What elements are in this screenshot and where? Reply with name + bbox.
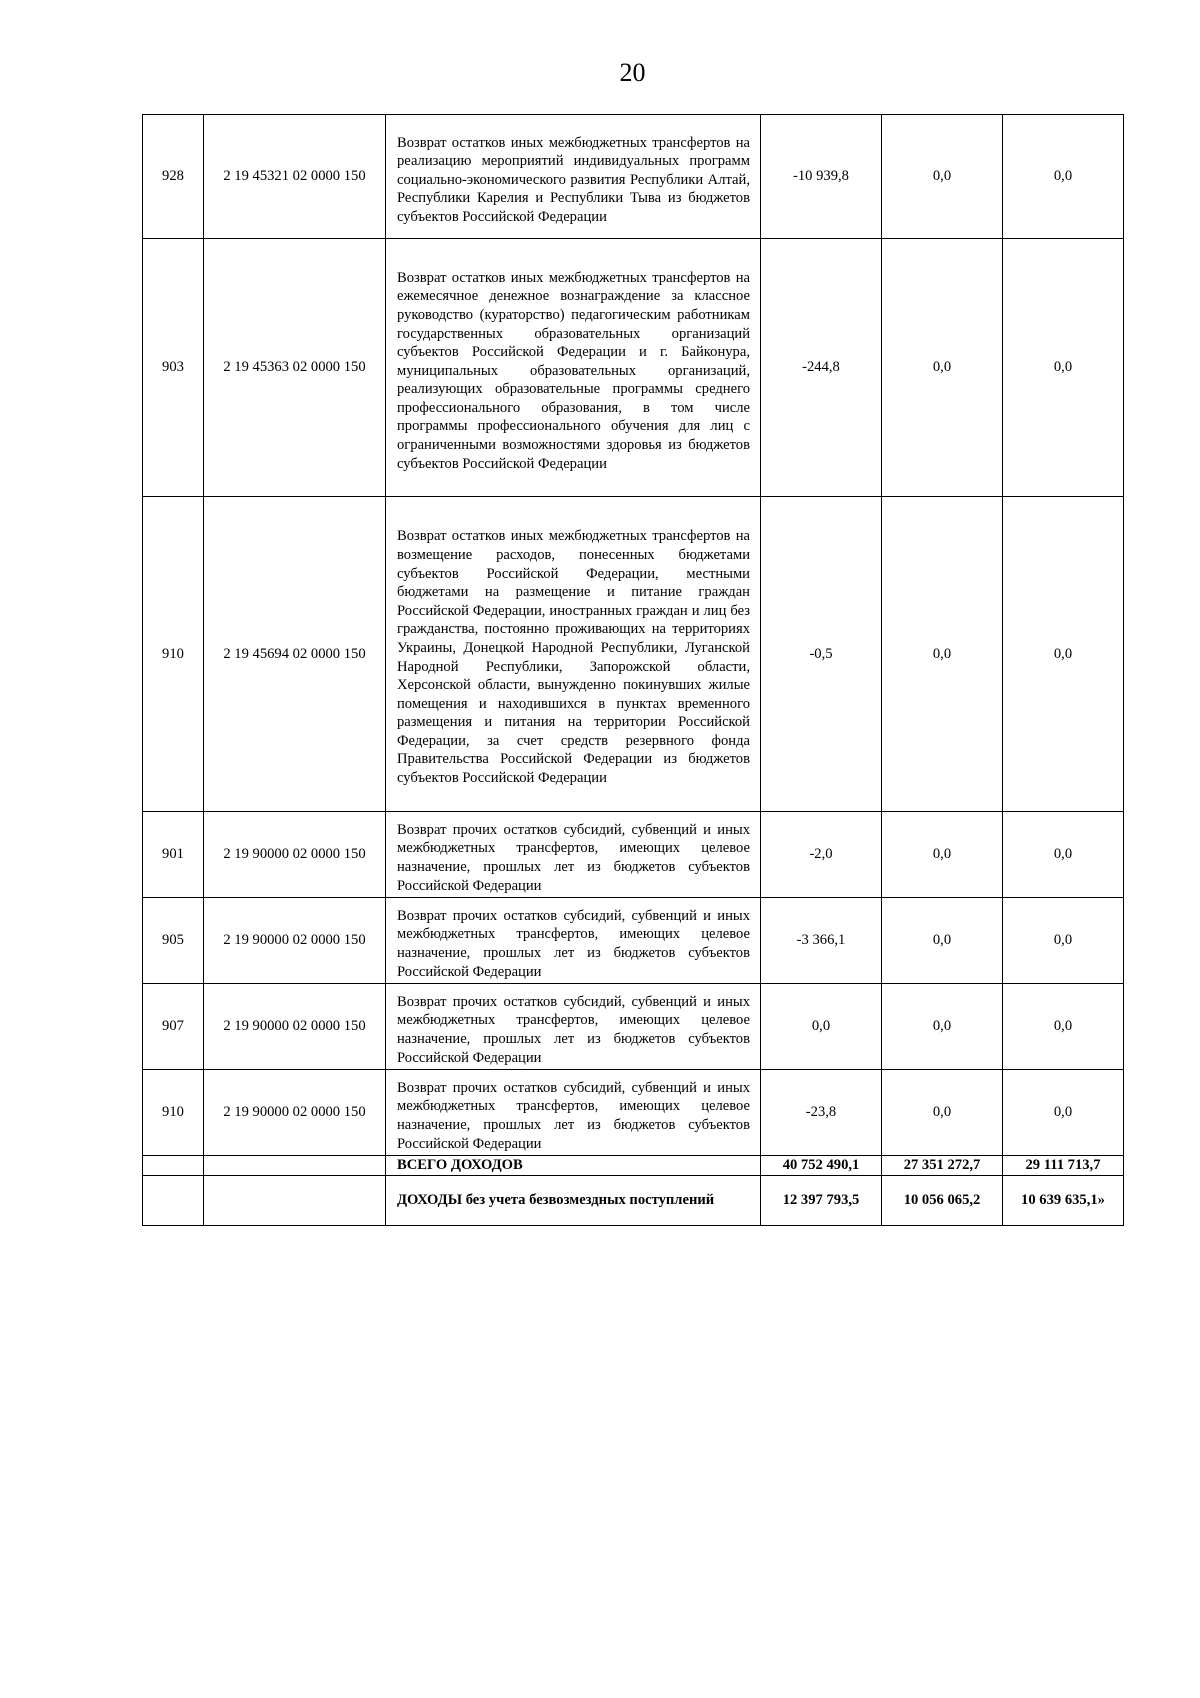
table-row xyxy=(143,115,1124,239)
non-gratuitous-total-label: ДОХОДЫ без учета безвозмездных поступлений xyxy=(386,1176,761,1226)
total-year2-cell: 27 351 272,7 xyxy=(882,1156,1003,1176)
amount-year2-cell: 0,0 xyxy=(882,984,1003,1070)
description-cell: Возврат прочих остатков субсидий, субвенций и иных межбюджетных трансфертов, имеющих целевое назначение, прошлых лет из бюджетов субъектов Российской Федерации xyxy=(386,1070,761,1156)
amount-year3-cell: 0,0 xyxy=(1003,898,1124,984)
admin-code-cell: 903 xyxy=(143,239,204,497)
amount-year1-cell: -0,5 xyxy=(761,497,882,812)
table-row xyxy=(143,812,1124,898)
table-row xyxy=(143,898,1124,984)
amount-year2-cell: 0,0 xyxy=(882,239,1003,497)
amount-year1-cell: -10 939,8 xyxy=(761,115,882,239)
admin-code-cell: 907 xyxy=(143,984,204,1070)
budget-code-cell: 2 19 90000 02 0000 150 xyxy=(204,1070,386,1156)
budget-code-cell: 2 19 90000 02 0000 150 xyxy=(204,898,386,984)
amount-year3-cell: 0,0 xyxy=(1003,115,1124,239)
admin-code-cell: 905 xyxy=(143,898,204,984)
amount-year1-cell: 0,0 xyxy=(761,984,882,1070)
empty-cell xyxy=(204,1176,386,1226)
revenue-table xyxy=(142,114,1124,1226)
budget-code-cell: 2 19 45694 02 0000 150 xyxy=(204,497,386,812)
non-gratuitous-year2-cell: 10 056 065,2 xyxy=(882,1176,1003,1226)
amount-year2-cell: 0,0 xyxy=(882,898,1003,984)
amount-year1-cell: -244,8 xyxy=(761,239,882,497)
total-year3-cell: 29 111 713,7 xyxy=(1003,1156,1124,1176)
description-cell: Возврат остатков иных межбюджетных трансфертов на ежемесячное денежное вознаграждение за классное руководство (кураторство) педагогическим работникам государственных образовательных организаций субъектов Российской Федерации и г. Байконура, муниципальных образовательных организаций, реализующих образовательные программы среднего профессионального образования, в том числе программы профессионального обучения для лиц с ограниченными возможностями здоровья из бюджетов субъектов Российской Федерации xyxy=(386,239,761,497)
description-cell: Возврат прочих остатков субсидий, субвенций и иных межбюджетных трансфертов, имеющих целевое назначение, прошлых лет из бюджетов субъектов Российской Федерации xyxy=(386,898,761,984)
admin-code-cell: 901 xyxy=(143,812,204,898)
description-cell: Возврат прочих остатков субсидий, субвенций и иных межбюджетных трансфертов, имеющих целевое назначение, прошлых лет из бюджетов субъектов Российской Федерации xyxy=(386,984,761,1070)
amount-year1-cell: -23,8 xyxy=(761,1070,882,1156)
description-cell: Возврат остатков иных межбюджетных трансфертов на реализацию мероприятий индивидуальных программ социально-экономического развития Республики Алтай, Республики Карелия и Республики Тыва из бюджетов субъектов Российской Федерации xyxy=(386,115,761,239)
admin-code-cell: 910 xyxy=(143,497,204,812)
non-gratuitous-year1-cell: 12 397 793,5 xyxy=(761,1176,882,1226)
empty-cell xyxy=(204,1156,386,1176)
empty-cell xyxy=(143,1176,204,1226)
amount-year2-cell: 0,0 xyxy=(882,497,1003,812)
total-label: ВСЕГО ДОХОДОВ xyxy=(386,1156,761,1176)
total-row xyxy=(143,1156,1124,1176)
admin-code-cell: 928 xyxy=(143,115,204,239)
admin-code-cell: 910 xyxy=(143,1070,204,1156)
amount-year2-cell: 0,0 xyxy=(882,812,1003,898)
amount-year2-cell: 0,0 xyxy=(882,1070,1003,1156)
amount-year1-cell: -3 366,1 xyxy=(761,898,882,984)
amount-year3-cell: 0,0 xyxy=(1003,497,1124,812)
total-year1-cell: 40 752 490,1 xyxy=(761,1156,882,1176)
table-row xyxy=(143,239,1124,497)
page-number: 20 xyxy=(619,58,646,87)
amount-year2-cell: 0,0 xyxy=(882,115,1003,239)
budget-code-cell: 2 19 45363 02 0000 150 xyxy=(204,239,386,497)
table-row xyxy=(143,1070,1124,1156)
budget-code-cell: 2 19 45321 02 0000 150 xyxy=(204,115,386,239)
amount-year1-cell: -2,0 xyxy=(761,812,882,898)
non-gratuitous-total-row xyxy=(143,1176,1124,1226)
table-row xyxy=(143,497,1124,812)
budget-code-cell: 2 19 90000 02 0000 150 xyxy=(204,812,386,898)
amount-year3-cell: 0,0 xyxy=(1003,984,1124,1070)
description-cell: Возврат прочих остатков субсидий, субвенций и иных межбюджетных трансфертов, имеющих целевое назначение, прошлых лет из бюджетов субъектов Российской Федерации xyxy=(386,812,761,898)
budget-code-cell: 2 19 90000 02 0000 150 xyxy=(204,984,386,1070)
amount-year3-cell: 0,0 xyxy=(1003,812,1124,898)
amount-year3-cell: 0,0 xyxy=(1003,239,1124,497)
empty-cell xyxy=(143,1156,204,1176)
non-gratuitous-year3-cell: 10 639 635,1» xyxy=(1003,1176,1124,1226)
table-row xyxy=(143,984,1124,1070)
description-cell: Возврат остатков иных межбюджетных трансфертов на возмещение расходов, понесенных бюджетами субъектов Российской Федерации, местными бюджетами на размещение и питание граждан Российской Федерации, иностранных граждан и лиц без гражданства, постоянно проживающих на территориях Украины, Донецкой Народной Республики, Луганской Народной Республики, Запорожской области, Херсонской области, вынужденно покинувших жилые помещения и находившихся в пунктах временного размещения и питания на территории Российской Федерации, за счет средств резервного фонда Правительства Российской Федерации из бюджетов субъектов Российской Федерации xyxy=(386,497,761,812)
amount-year3-cell: 0,0 xyxy=(1003,1070,1124,1156)
